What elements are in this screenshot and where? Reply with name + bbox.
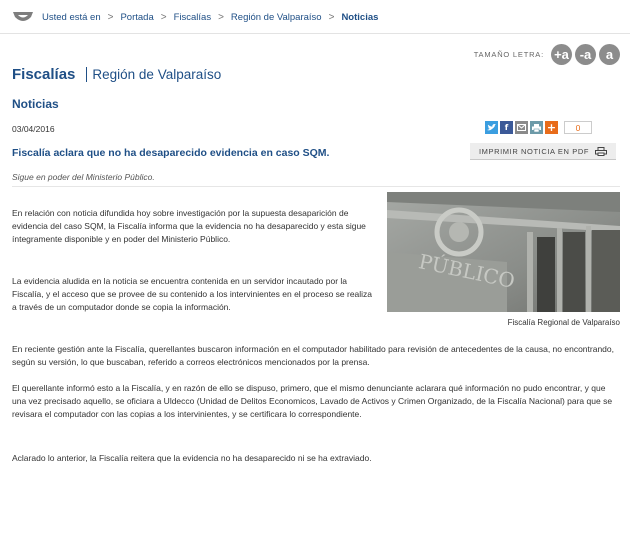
facebook-icon[interactable]: f (500, 121, 513, 134)
region-title[interactable]: Región de Valparaíso (92, 67, 222, 82)
article-subtitle: Sigue en poder del Ministerio Público. (12, 172, 155, 182)
font-size-controls (474, 44, 620, 65)
article-paragraph-2: La evidencia aludida en la noticia se encuentra contenida en un servidor incautado por la Fiscalía, y el acceso que se provee de su contenido a los intervinientes en el proceso se realiza a través de un computador donde se copia la información. (12, 276, 373, 312)
printer-icon (595, 147, 607, 156)
article-image (387, 192, 620, 312)
breadcrumb-current: Noticias (341, 11, 379, 23)
breadcrumb-link-fiscalias[interactable]: Fiscalías (173, 11, 212, 23)
breadcrumb-link-region[interactable]: Región de Valparaíso (230, 11, 322, 23)
article-title: Fiscalía aclara que no ha desaparecido evidencia en caso SQM. (12, 147, 330, 159)
decrease-font-button[interactable]: -a (575, 44, 596, 65)
email-icon[interactable] (515, 121, 528, 134)
share-count: 0 (564, 121, 592, 134)
article-paragraph-1: En relación con noticia difundida hoy sobre investigación por la supuesta desaparición de evidencia del caso SQM, la Fiscalía informa que la evidencia no ha desaparecido y esta sigue íntegramente disponible y en poder del Ministerio Público. (12, 208, 366, 244)
article-paragraph-4: El querellante informó esto a la Fiscalía, y en razón de ello se dispuso, primero, que el mismo denunciante aclarara qué información no pudo encontrar, y que una vez precisado aquello, se oficiara a Uldecco (Unidad de Delitos Economicos, Lavado de Activos y Crimen Organizado, de la Fiscalía Nacional) para que se revisara el computador con las copias a los intervinientes, y se certificara lo correspondiente. (12, 383, 613, 419)
chevron-right-icon: > (328, 11, 335, 23)
title-separator (86, 67, 87, 82)
article-date: 03/04/2016 (12, 124, 55, 134)
font-size-label: TAMAÑO LETRA: (473, 50, 544, 59)
twitter-icon[interactable] (485, 121, 498, 134)
fiscalia-logo-icon[interactable] (12, 10, 34, 24)
article-paragraph-5: Aclarado lo anterior, la Fiscalía reitera que la evidencia no ha desaparecido ni se ha extraviado. (12, 453, 372, 463)
site-header (12, 66, 221, 83)
breadcrumb (12, 9, 378, 25)
chevron-right-icon: > (160, 11, 167, 23)
subtitle-divider (12, 186, 620, 187)
print-pdf-button[interactable] (470, 143, 616, 160)
print-pdf-label: IMPRIMIR NOTICIA EN PDF (478, 146, 590, 156)
article-paragraph-3: En reciente gestión ante la Fiscalía, querellantes buscaron información en el computador habilitado para revisión de antecedentes de la causa, no encontrando, según su versión, lo que buscaban, referido a correos electrónicos mencionados por la prensa. (12, 344, 614, 367)
image-caption: Fiscalía Regional de Valparaíso (507, 318, 620, 327)
increase-font-button[interactable]: +a (551, 44, 572, 65)
header-divider (0, 33, 630, 34)
building-facade-image (387, 192, 620, 312)
breadcrumb-link-portada[interactable]: Portada (120, 11, 154, 23)
breadcrumb-prefix: Usted está en (42, 11, 101, 23)
site-title[interactable]: Fiscalías (12, 66, 76, 83)
chevron-right-icon: > (218, 11, 224, 23)
plus-icon[interactable]: + (546, 121, 557, 134)
section-title: Noticias (12, 97, 59, 111)
print-icon[interactable] (530, 121, 543, 134)
reset-font-button[interactable]: a (599, 44, 620, 65)
svg-text:PÚBLICO: PÚBLICO (416, 249, 518, 293)
share-bar (483, 121, 592, 134)
chevron-right-icon: > (107, 11, 114, 23)
